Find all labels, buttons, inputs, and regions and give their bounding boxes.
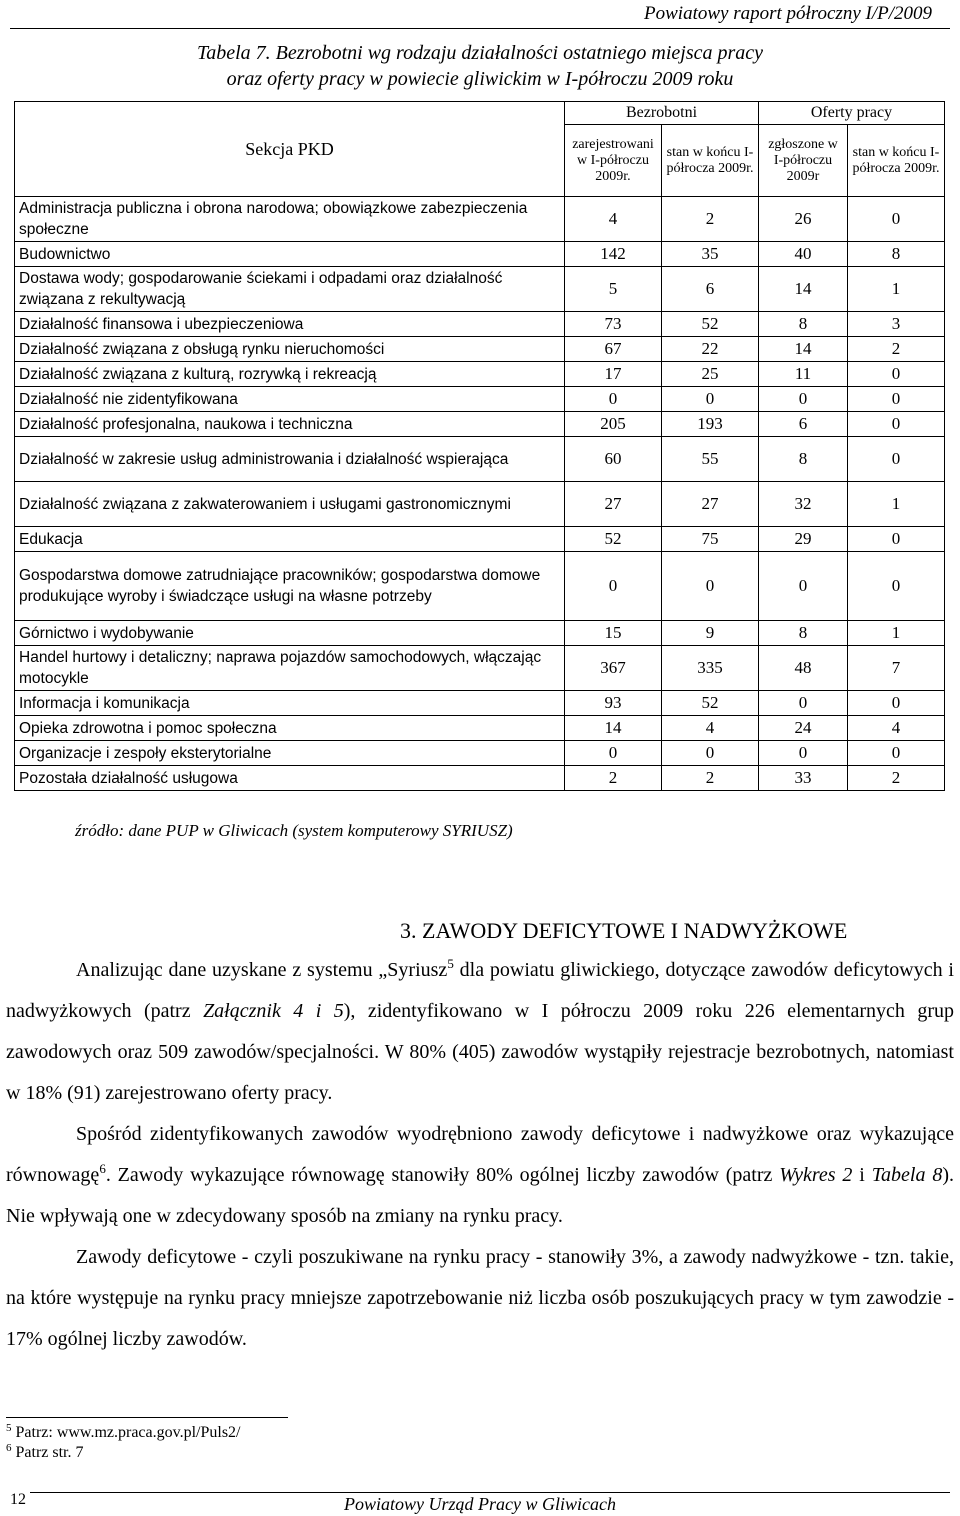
table-row [15, 716, 945, 741]
stock-offers-value: 2 [848, 337, 945, 362]
table-row [15, 362, 945, 387]
row-section-name: Handel hurtowy i detaliczny; naprawa pojazdów samochodowych, włączając motocykle [15, 646, 565, 691]
row-section-name: Górnictwo i wydobywanie [15, 621, 565, 646]
offers-reported-value: 40 [759, 242, 848, 267]
running-header: Powiatowy raport półroczny I/P/2009 [644, 3, 932, 24]
registered-value: 17 [565, 362, 662, 387]
unemployment-table [14, 101, 945, 791]
footnote-text: Patrz str. 7 [11, 1444, 84, 1461]
registered-value: 142 [565, 242, 662, 267]
row-section-name: Działalność związana z obsługą rynku nieruchomości [15, 337, 565, 362]
table-title-line-1: Tabela 7. Bezrobotni wg rodzaju działalności ostatniego miejsca pracy [196, 42, 764, 64]
section-header: Sekcja PKD [15, 102, 565, 197]
stock-offers-value: 1 [848, 267, 945, 312]
registered-value: 93 [565, 691, 662, 716]
stock-offers-value: 0 [848, 527, 945, 552]
p1-italic-annex: Załącznik 4 i 5 [203, 1000, 344, 1022]
p2-italic-chart: Wykres 2 [779, 1164, 853, 1186]
stock-offers-value: 1 [848, 482, 945, 527]
p2-text-a: Spośród zidentyfikowanych zawodów wyodrębniono zawody deficytowe i nadwyżkowe oraz wykazujące równowagę [6, 1123, 954, 1186]
registered-value: 367 [565, 646, 662, 691]
stock-unemployed-value: 0 [662, 387, 759, 412]
col-offers-reported-header: zgłoszone w I-półroczu 2009r [759, 125, 848, 197]
p2-text-d: i [852, 1164, 872, 1186]
row-section-name: Administracja publiczna i obrona narodowa; obowiązkowe zabezpieczenia społeczne [15, 197, 565, 242]
row-section-name: Działalność związana z kulturą, rozrywką i rekreacją [15, 362, 565, 387]
stock-offers-value: 7 [848, 646, 945, 691]
page-number: 12 [10, 1491, 26, 1508]
offers-reported-value: 14 [759, 267, 848, 312]
stock-unemployed-value: 2 [662, 197, 759, 242]
row-section-name: Działalność nie zidentyfikowana [15, 387, 565, 412]
stock-unemployed-value: 25 [662, 362, 759, 387]
registered-value: 0 [565, 552, 662, 621]
row-section-name: Pozostała działalność usługowa [15, 766, 565, 791]
table-header-row-1 [15, 102, 945, 125]
stock-unemployed-value: 52 [662, 312, 759, 337]
registered-value: 205 [565, 412, 662, 437]
registered-value: 73 [565, 312, 662, 337]
stock-unemployed-value: 193 [662, 412, 759, 437]
stock-unemployed-value: 27 [662, 482, 759, 527]
footnote-mark: 5 [6, 1422, 12, 1434]
offers-reported-value: 48 [759, 646, 848, 691]
p1-text-a: Analizując dane uzyskane z systemu „Syriusz [76, 959, 448, 981]
row-section-name: Budownictwo [15, 242, 565, 267]
offers-reported-value: 24 [759, 716, 848, 741]
table-row [15, 242, 945, 267]
table-row [15, 766, 945, 791]
footnote-mark: 6 [6, 1442, 12, 1454]
footer-rule [30, 1492, 950, 1493]
offers-reported-value: 26 [759, 197, 848, 242]
table-row [15, 741, 945, 766]
table-row [15, 437, 945, 482]
table-row [15, 646, 945, 691]
row-section-name: Informacja i komunikacja [15, 691, 565, 716]
table-row [15, 312, 945, 337]
footnotes [6, 1423, 241, 1463]
registered-value: 14 [565, 716, 662, 741]
stock-unemployed-value: 0 [662, 741, 759, 766]
row-section-name: Edukacja [15, 527, 565, 552]
offers-reported-value: 14 [759, 337, 848, 362]
paragraph-2 [6, 1114, 954, 1237]
table-title [0, 40, 960, 92]
stock-unemployed-value: 22 [662, 337, 759, 362]
col-stock-offers-header: stan w końcu I-półrocza 2009r. [848, 125, 945, 197]
stock-offers-value: 0 [848, 741, 945, 766]
table-row [15, 197, 945, 242]
stock-unemployed-value: 9 [662, 621, 759, 646]
p2-italic-table: Tabela 8 [871, 1164, 943, 1186]
table-row [15, 691, 945, 716]
stock-offers-value: 1 [848, 621, 945, 646]
paragraph-1 [6, 950, 954, 1114]
table-row [15, 412, 945, 437]
registered-value: 0 [565, 741, 662, 766]
offers-reported-value: 0 [759, 552, 848, 621]
row-section-name: Gospodarstwa domowe zatrudniające pracowników; gospodarstwa domowe produkujące wyroby i świadczące usługi na własne potrzeby [15, 552, 565, 621]
row-section-name: Działalność w zakresie usług administrowania i działalność wspierająca [15, 437, 565, 482]
stock-unemployed-value: 6 [662, 267, 759, 312]
row-section-name: Opieka zdrowotna i pomoc społeczna [15, 716, 565, 741]
section-heading: 3. ZAWODY DEFICYTOWE I NADWYŻKOWE [400, 918, 848, 943]
row-section-name: Dostawa wody; gospodarowanie ściekami i odpadami oraz działalność związana z rekultywacją [15, 267, 565, 312]
table-row [15, 527, 945, 552]
row-section-name: Działalność profesjonalna, naukowa i techniczna [15, 412, 565, 437]
registered-value: 5 [565, 267, 662, 312]
body-text [6, 950, 954, 1360]
stock-offers-value: 0 [848, 691, 945, 716]
table-row [15, 337, 945, 362]
stock-unemployed-value: 35 [662, 242, 759, 267]
p2-text-b: . Zawody wykazujące równowagę stanowiły 80% ogólnej liczby zawodów (patrz [105, 1164, 780, 1186]
footer-text: Powiatowy Urząd Pracy w Gliwicach [344, 1494, 616, 1514]
paragraph-3: Zawody deficytowe - czyli poszukiwane na rynku pracy - stanowiły 3%, a zawody nadwyżkowe - tzn. takie, na które występuje na rynku pracy mniejsze zapotrzebowanie niż liczba osób poszukujących pracy w tym zawodzie - 17% ogólnej liczby zawodów. [6, 1246, 954, 1350]
stock-offers-value: 8 [848, 242, 945, 267]
stock-unemployed-value: 2 [662, 766, 759, 791]
group-offers-header: Oferty pracy [759, 102, 945, 125]
offers-reported-value: 0 [759, 691, 848, 716]
stock-unemployed-value: 335 [662, 646, 759, 691]
stock-offers-value: 0 [848, 387, 945, 412]
offers-reported-value: 6 [759, 412, 848, 437]
col-registered-header: zarejestrowani w I-półroczu 2009r. [565, 125, 662, 197]
p1-text-b: dla powiatu gliwickiego, dotyczące zawodów deficytowych i nadwyżkowych (patrz [6, 959, 954, 1022]
stock-unemployed-value: 4 [662, 716, 759, 741]
footnote-6 [6, 1443, 241, 1463]
offers-reported-value: 33 [759, 766, 848, 791]
row-section-name: Działalność finansowa i ubezpieczeniowa [15, 312, 565, 337]
offers-reported-value: 32 [759, 482, 848, 527]
p2-text-f: ). Nie wpływają one w zdecydowany sposób na zmiany na rynku pracy. [6, 1164, 954, 1227]
table-title-line-2: oraz oferty pracy w powiecie gliwickim w I-półroczu 2009 roku [226, 68, 734, 90]
stock-offers-value: 0 [848, 412, 945, 437]
offers-reported-value: 8 [759, 312, 848, 337]
registered-value: 67 [565, 337, 662, 362]
stock-offers-value: 0 [848, 362, 945, 387]
row-section-name: Działalność związana z zakwaterowaniem i usługami gastronomicznymi [15, 482, 565, 527]
header-rule [10, 28, 950, 29]
offers-reported-value: 29 [759, 527, 848, 552]
group-unemployed-header: Bezrobotni [565, 102, 759, 125]
offers-reported-value: 11 [759, 362, 848, 387]
stock-offers-value: 0 [848, 552, 945, 621]
offers-reported-value: 0 [759, 741, 848, 766]
stock-unemployed-value: 75 [662, 527, 759, 552]
row-section-name: Organizacje i zespoły eksterytorialne [15, 741, 565, 766]
registered-value: 4 [565, 197, 662, 242]
table-body [15, 197, 945, 791]
footnote-ref-6: 6 [99, 1161, 106, 1176]
offers-reported-value: 8 [759, 437, 848, 482]
stock-unemployed-value: 55 [662, 437, 759, 482]
stock-offers-value: 0 [848, 197, 945, 242]
footnote-rule [6, 1417, 288, 1418]
offers-reported-value: 0 [759, 387, 848, 412]
stock-unemployed-value: 52 [662, 691, 759, 716]
table-row [15, 387, 945, 412]
p1-text-d: ), zidentyfikowano w I półroczu 2009 roku 226 elementarnych grup zawodowych oraz 509 zawodów/specjalności. W 80% (405) zawodów wystąpiły rejestracje bezrobotnych, natomiast w 18% (91) zarejestrowano oferty pracy. [6, 1000, 954, 1104]
registered-value: 0 [565, 387, 662, 412]
stock-offers-value: 0 [848, 437, 945, 482]
footnote-ref-5: 5 [447, 956, 454, 971]
table-source: źródło: dane PUP w Gliwicach (system komputerowy SYRIUSZ) [75, 821, 513, 840]
col-stock-unemployed-header: stan w końcu I-półrocza 2009r. [662, 125, 759, 197]
registered-value: 60 [565, 437, 662, 482]
table-row [15, 552, 945, 621]
registered-value: 15 [565, 621, 662, 646]
stock-offers-value: 2 [848, 766, 945, 791]
footnote-text: Patrz: www.mz.praca.gov.pl/Puls2/ [11, 1424, 241, 1441]
offers-reported-value: 8 [759, 621, 848, 646]
registered-value: 2 [565, 766, 662, 791]
table-row [15, 621, 945, 646]
table-row [15, 482, 945, 527]
registered-value: 52 [565, 527, 662, 552]
stock-offers-value: 4 [848, 716, 945, 741]
stock-unemployed-value: 0 [662, 552, 759, 621]
stock-offers-value: 3 [848, 312, 945, 337]
footnote-5 [6, 1423, 241, 1443]
table-row [15, 267, 945, 312]
registered-value: 27 [565, 482, 662, 527]
